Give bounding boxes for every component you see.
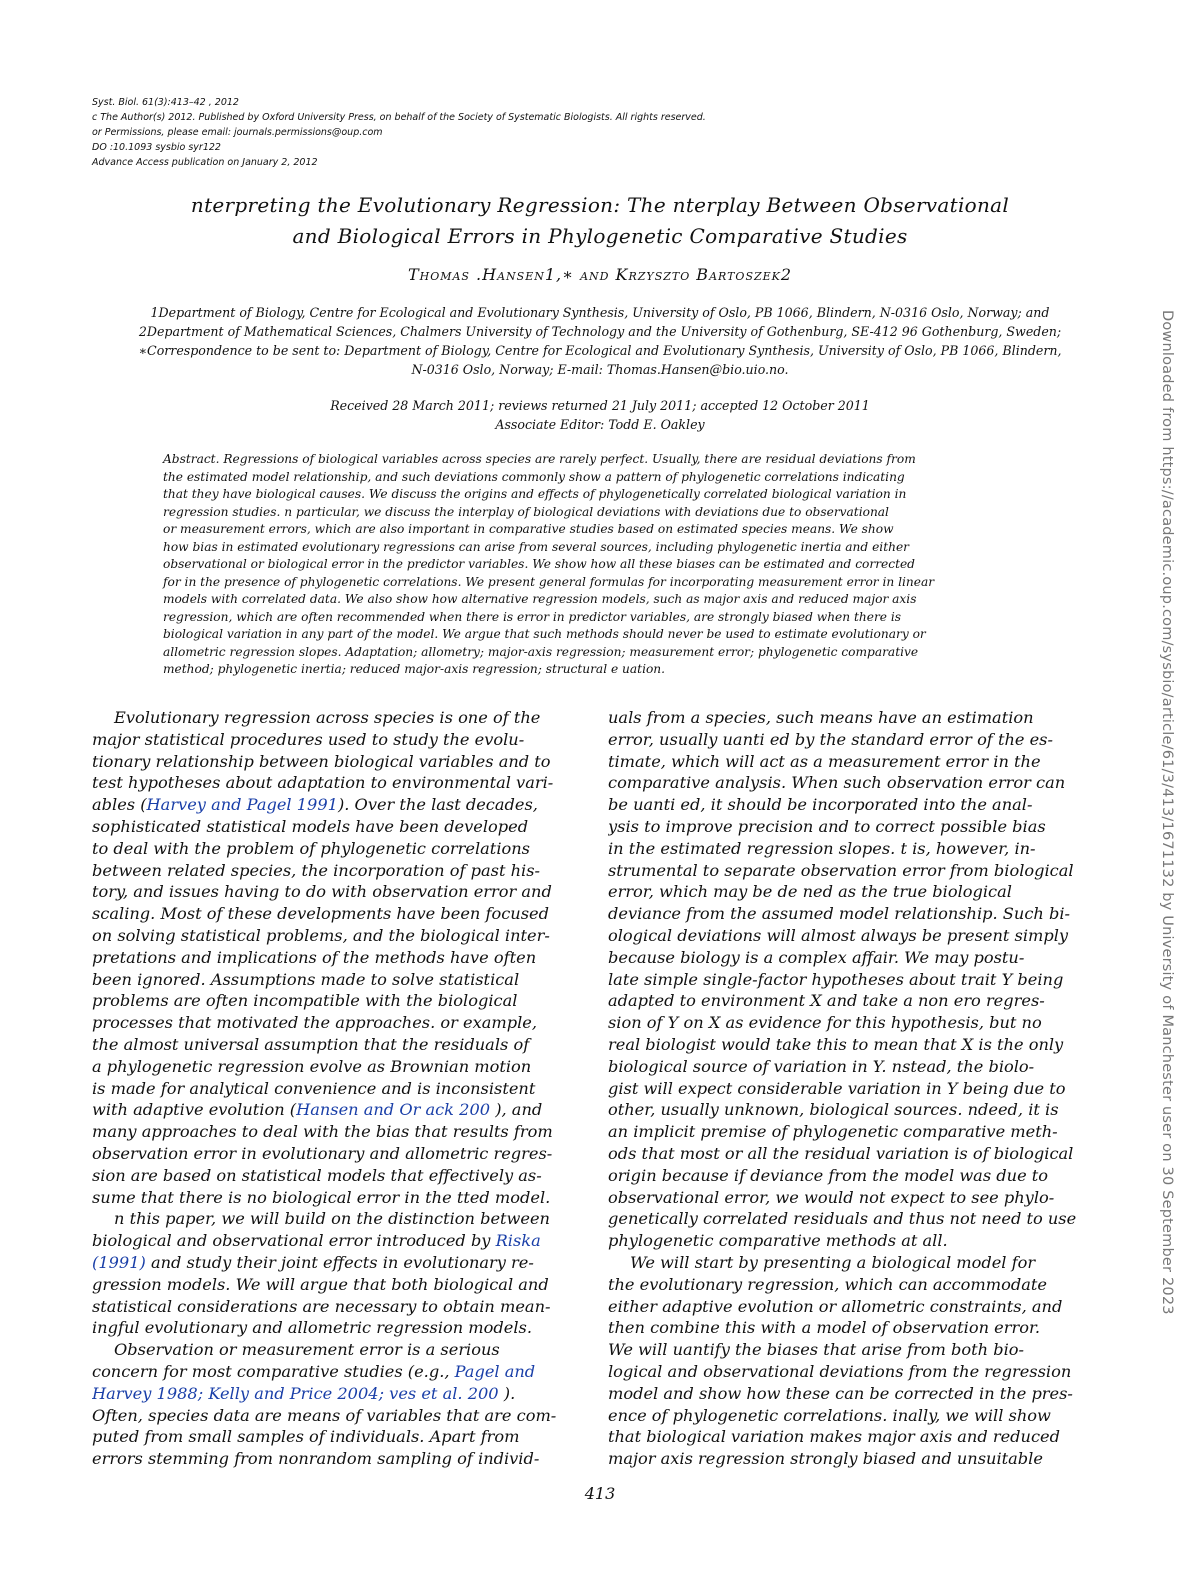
text-line: been ignored. Assumptions made to solve statistical	[92, 969, 520, 989]
body-column-left	[92, 707, 562, 1470]
text-line: errors stemming from nonrandom sampling of individ-	[92, 1449, 540, 1469]
citation-link[interactable]: Pagel and	[454, 1361, 536, 1381]
text-line: biological source of variation in Y. nstead, the biolo-	[608, 1056, 1035, 1076]
abstract-line: models with correlated data. We also show how alternative regression models, such as major axis and reduced major axis	[163, 592, 917, 606]
journal-header	[92, 95, 706, 170]
text-span: ). Over the last decades,	[337, 795, 538, 815]
abstract-line: Abstract. Regressions of biological variables across species are rarely perfect. Usually, there are residual deviations from	[163, 452, 916, 466]
text-line	[92, 794, 562, 816]
text-span: n this paper, we will build on the distinction between	[114, 1209, 550, 1229]
text-line: error, usually uanti ed by the standard error of the es-	[608, 729, 1053, 749]
citation-link[interactable]: Riska	[495, 1231, 541, 1251]
body-column-right	[608, 707, 1078, 1470]
text-line: origin because if deviance from the model was due to	[608, 1165, 1049, 1185]
affiliation-1: 1Department of Biology, Centre for Ecological and Evolutionary Synthesis, University of Oslo, PB 1066, Blindern, N-0316 Oslo, Norway; and	[150, 305, 1050, 320]
text-line: Observation or measurement error is a serious	[114, 1340, 500, 1360]
text-line	[92, 1252, 562, 1274]
text-line: many approaches to deal with the bias that results from	[92, 1122, 553, 1142]
abstract-line: the estimated model relationship, and such deviations commonly show a pattern of phylogenetic correlations indicating	[163, 469, 905, 484]
text-line: ological deviations will almost always be present simply	[608, 925, 1069, 945]
text-line: We will start by presenting a biological model for	[630, 1252, 1036, 1272]
text-line: uals from a species, such means have an estimation	[608, 708, 1034, 727]
permissions-line: or Permissions, please email: journals.permissions@oup.com	[92, 127, 383, 138]
title-line-2: and Biological Errors in Phylogenetic Comparative Studies	[292, 224, 908, 248]
text-line: adapted to environment X and take a non ero regres-	[608, 991, 1045, 1011]
text-line: ysis to improve precision and to correct possible bias	[608, 816, 1046, 836]
abstract-line: regression, which are often recommended when there is error in predictor variables, are strongly biased when there is	[163, 609, 902, 624]
text-line: timate, which will act as a measurement error in the	[608, 751, 1041, 771]
text-line: We will uantify the biases that arise from both bio-	[608, 1340, 1024, 1360]
text-line: model and show how these can be corrected in the pres-	[608, 1383, 1073, 1403]
citation-link[interactable]: Harvey 1988; Kelly and Price 2004; ves et al. 200	[92, 1383, 499, 1403]
text-span: and study their joint effects in evolutionary re-	[145, 1252, 534, 1272]
text-line: gist will expect considerable variation in Y being due to	[608, 1078, 1066, 1098]
text-line: in the estimated regression slopes. t is, however, in-	[608, 838, 1036, 858]
text-line: puted from small samples of individuals. Apart from	[92, 1427, 520, 1447]
text-span: ).	[498, 1383, 516, 1403]
text-line: other, usually unknown, biological sources. ndeed, it is	[608, 1100, 1059, 1120]
abstract-line: regression studies. n particular, we discuss the interplay of biological deviations with deviations due to observational	[163, 504, 889, 519]
text-line: logical and observational deviations from the regression	[608, 1361, 1072, 1381]
text-line	[92, 1099, 562, 1121]
abstract-line: how bias in estimated evolutionary regressions can arise from several sources, including phylogenetic inertia and either	[163, 539, 909, 554]
abstract-line: for in the presence of phylogenetic correlations. We present general formulas for incorporating measurement error in linear	[163, 574, 935, 589]
text-line	[92, 1208, 562, 1230]
abstract-line: or measurement errors, which are also important in comparative studies based on estimated species means. We show	[163, 522, 894, 536]
text-line: the evolutionary regression, which can accommodate	[608, 1274, 1047, 1294]
text-line: either adaptive evolution or allometric constraints, and	[608, 1296, 1063, 1316]
text-line: a phylogenetic regression evolve as Brownian motion	[92, 1056, 532, 1076]
abstract-line: method; phylogenetic inertia; reduced major-axis regression; structural e uation.	[163, 662, 666, 676]
text-line: be uanti ed, it should be incorporated into the anal-	[608, 795, 1033, 815]
text-line: ingful evolutionary and allometric regression models.	[92, 1318, 532, 1338]
text-line: statistical considerations are necessary to obtain mean-	[92, 1296, 551, 1316]
article-title	[100, 190, 1100, 252]
text-line: the almost universal assumption that the residuals of	[92, 1034, 530, 1054]
abstract-line: allometric regression slopes. Adaptation; allometry; major-axis regression; measurement error; phylogenetic comparative	[163, 644, 919, 659]
text-line: major statistical procedures used to study the evolu-	[92, 729, 525, 749]
text-line: major axis regression strongly biased and unsuitable	[608, 1449, 1043, 1469]
text-line: between related species, the incorporation of past his-	[92, 860, 540, 880]
text-line: then combine this with a model of observation error.	[608, 1318, 1041, 1338]
text-line: scaling. Most of these developments have been focused	[92, 904, 549, 924]
text-line: Often, species data are means of variables that are com-	[92, 1405, 557, 1425]
abstract-line: biological variation in any part of the model. We argue that such methods should never be used to estimate evolutionary or	[163, 627, 926, 641]
author-list: Thomas .Hansen1,∗ and Krzyszto Bartoszek2	[407, 265, 793, 284]
text-line: sophisticated statistical models have been developed	[92, 816, 529, 836]
text-line: deviance from the assumed model relationship. Such bi-	[608, 904, 1070, 924]
copyright-line: c The Author(s) 2012. Published by Oxford University Press, on behalf of the Society of Systematic Biologists. All rights reserved.	[92, 112, 706, 123]
text-line: phylogenetic comparative methods at all.	[608, 1231, 948, 1251]
abstract	[163, 451, 1023, 679]
associate-editor: Associate Editor: Todd E. Oakley	[495, 417, 705, 432]
text-line: ods that most or all the residual variation is of biological	[608, 1143, 1074, 1163]
journal-citation: Syst. Biol. 61(3):413–42 , 2012	[92, 97, 239, 108]
text-line: genetically correlated residuals and thus not need to use	[608, 1209, 1077, 1229]
title-line-1: nterpreting the Evolutionary Regression: The nterplay Between Observational	[190, 193, 1010, 217]
text-line	[92, 1230, 562, 1252]
doi-line: DO :10.1093 sysbio syr122	[92, 142, 221, 153]
text-line: processes that motivated the approaches. or example,	[92, 1013, 537, 1033]
text-line: sion of Y on X as evidence for this hypothesis, but no	[608, 1013, 1042, 1033]
text-line: pretations and implications of the methods have often	[92, 947, 537, 967]
text-line: strumental to separate observation error from biological	[608, 860, 1074, 880]
text-line: tionary relationship between biological variables and to	[92, 751, 551, 771]
text-line: late simple single-factor hypotheses about trait Y being	[608, 969, 1064, 989]
download-watermark: Downloaded from https://academic.oup.com/sysbio/article/61/3/413/1671132 by University of Manchester user on 30 September 2023	[1159, 310, 1175, 1315]
text-line: problems are often incompatible with the biological	[92, 991, 518, 1011]
text-line: ence of phylogenetic correlations. inally, we will show	[608, 1405, 1051, 1425]
text-line: observational error, we would not expect to see phylo-	[608, 1187, 1055, 1207]
text-span: concern for most comparative studies (e.g.,	[92, 1361, 455, 1381]
citation-link[interactable]: (1991)	[92, 1252, 146, 1272]
text-span: ables (	[92, 795, 147, 815]
text-line: on solving statistical problems, and the biological inter-	[92, 925, 550, 945]
text-line: tory, and issues having to do with observation error and	[92, 882, 552, 902]
affiliations	[115, 303, 1085, 379]
correspondence-line-2: N-0316 Oslo, Norway; E-mail: Thomas.Hansen@bio.uio.no.	[411, 362, 789, 377]
page-number: 413	[584, 1484, 616, 1503]
text-line: observation error in evolutionary and allometric regres-	[92, 1143, 553, 1163]
text-line: is made for analytical convenience and is inconsistent	[92, 1078, 536, 1098]
text-line: to deal with the problem of phylogenetic correlations	[92, 838, 530, 858]
text-line: gression models. We will argue that both biological and	[92, 1274, 549, 1294]
text-line: real biologist would take this to mean that X is the only	[608, 1034, 1064, 1054]
article-dates	[100, 396, 1100, 434]
text-line: test hypotheses about adaptation to environmental vari-	[92, 773, 554, 793]
text-span: biological and observational error introduced by	[92, 1231, 496, 1251]
text-line	[92, 1383, 562, 1405]
text-line	[92, 1361, 562, 1383]
text-line: sion are based on statistical models that effectively as-	[92, 1165, 542, 1185]
text-line: because biology is a complex affair. We may postu-	[608, 947, 1025, 967]
citation-link[interactable]: Hansen and Or ack 200	[296, 1100, 491, 1120]
text-line: sume that there is no biological error in the tted model.	[92, 1187, 551, 1207]
advance-access-line: Advance Access publication on January 2, 2012	[92, 157, 318, 168]
abstract-line: that they have biological causes. We discuss the origins and effects of phylogenetically correlated biological variation in	[163, 487, 907, 501]
text-line: comparative analysis. When such observation error can	[608, 773, 1066, 793]
text-span: ), and	[490, 1100, 543, 1120]
text-line: Evolutionary regression across species is one of the	[114, 708, 541, 727]
correspondence-line: ∗Correspondence to be sent to: Department of Biology, Centre for Ecological and Evolutionary Synthesis, University of Oslo, PB 1066, Blindern,	[138, 343, 1062, 358]
affiliation-2: 2Department of Mathematical Sciences, Chalmers University of Technology and the University of Gothenburg, SE-412 96 Gothenburg, Sweden;	[138, 324, 1062, 339]
text-line: that biological variation makes major axis and reduced	[608, 1427, 1060, 1447]
text-line: error, which may be de ned as the true biological	[608, 882, 1012, 902]
text-span: with adaptive evolution (	[92, 1100, 297, 1120]
citation-link[interactable]: Harvey and Pagel 1991	[146, 795, 338, 815]
text-line: an implicit premise of phylogenetic comparative meth-	[608, 1122, 1058, 1142]
abstract-line: observational or biological error in the predictor variables. We show how all these biases can be estimated and corrected	[163, 557, 915, 571]
received-dates: Received 28 March 2011; reviews returned 21 July 2011; accepted 12 October 2011	[330, 398, 870, 413]
